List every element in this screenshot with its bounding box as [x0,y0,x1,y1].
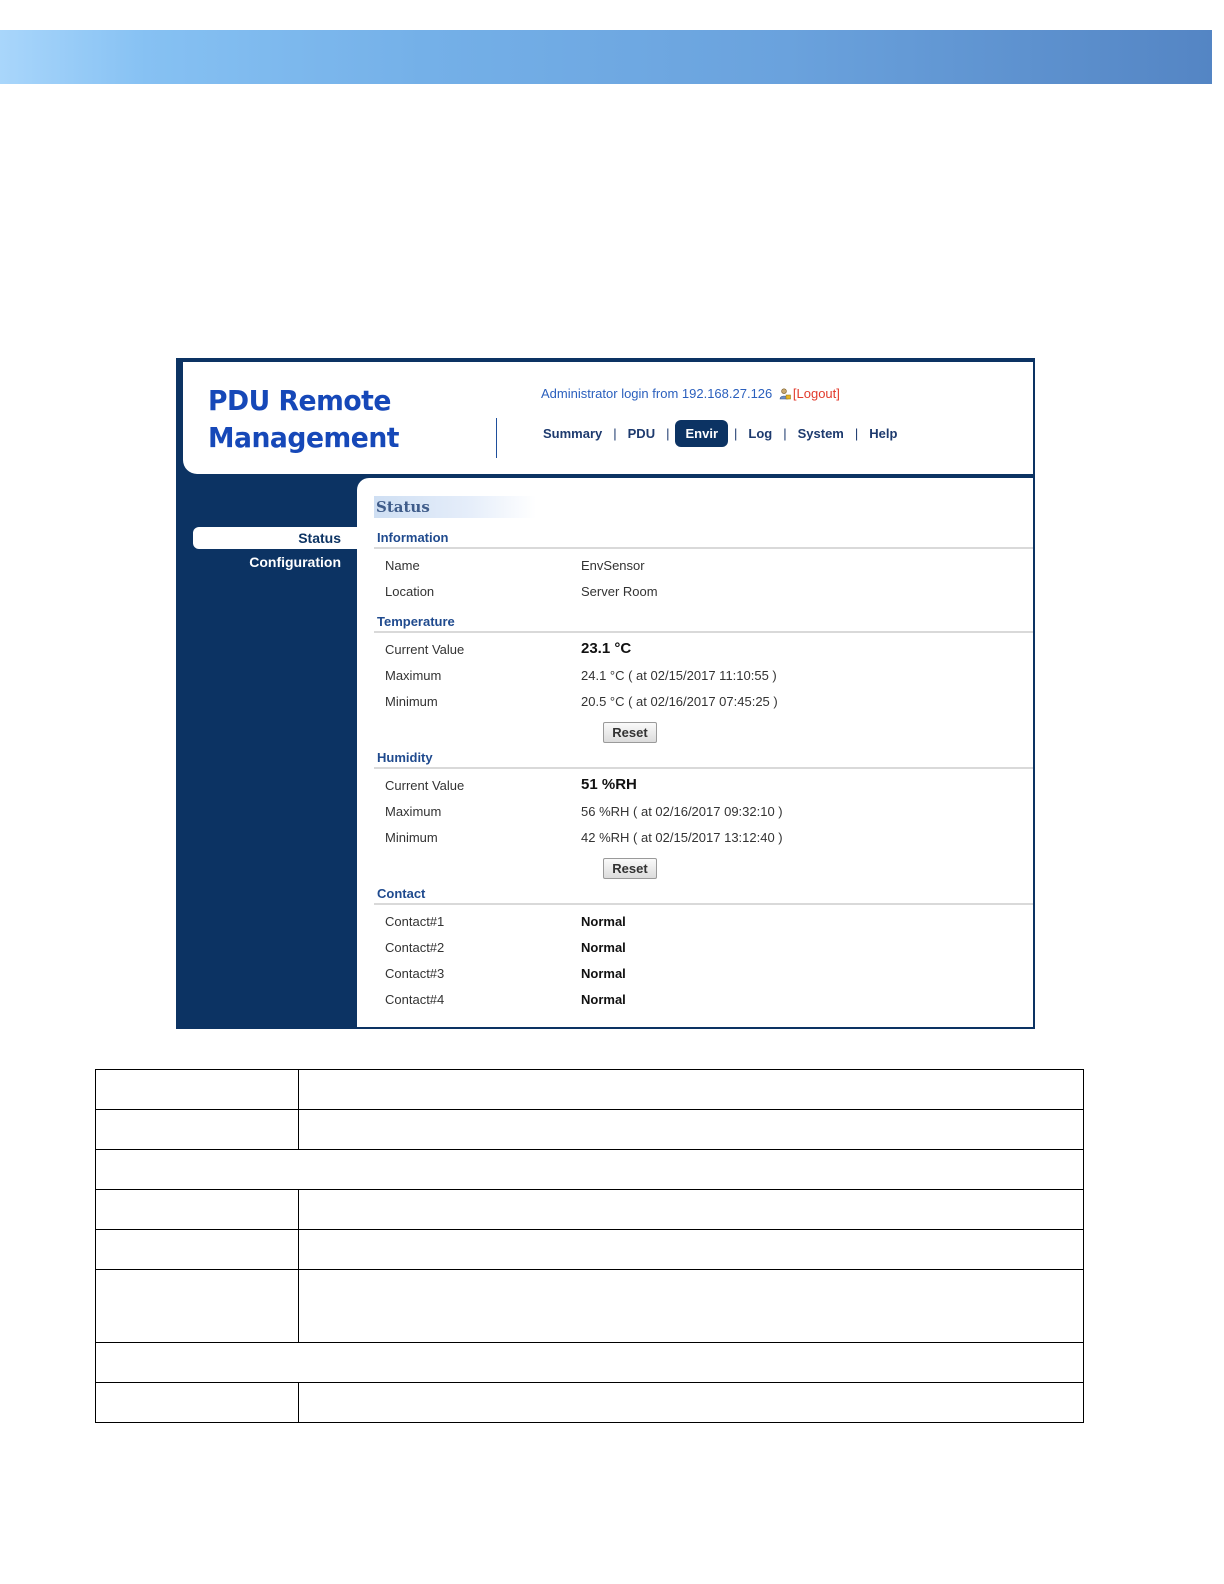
table-row [96,1383,1084,1423]
temp-min-value: 20.5 °C ( at 02/16/2017 07:45:25 ) [581,694,778,709]
temp-current-label: Current Value [385,642,465,657]
app-header [183,362,1033,474]
panel-title: Status [374,496,536,518]
section-heading-humidity: Humidity [377,750,433,765]
section-rule [374,631,1033,633]
section-rule [374,903,1033,905]
temp-current-value: 23.1 °C [581,640,632,657]
table-cell [96,1343,1084,1383]
info-location-value: Server Room [581,584,658,599]
humidity-min-label: Minimum [385,830,438,845]
table-row [96,1190,1084,1230]
humidity-current-value: 51 %RH [581,776,637,793]
info-name-label: Name [385,558,420,573]
nav-help[interactable]: Help [869,426,898,441]
table-section-row [96,1343,1084,1383]
humidity-min-value: 42 %RH ( at 02/15/2017 13:12:40 ) [581,830,783,845]
section-rule [374,547,1033,549]
main-nav [541,420,899,447]
contact-4-label: Contact#4 [385,992,445,1007]
table-cell [299,1070,1084,1110]
contact-1-value: Normal [581,914,626,929]
nav-system[interactable]: System [797,426,844,441]
logo-line-1: PDU Remote [208,384,391,417]
description-table [95,1069,1084,1423]
contact-4-value: Normal [581,992,626,1007]
humidity-current-label: Current Value [385,778,465,793]
table-cell [299,1230,1084,1270]
table-cell [96,1270,299,1343]
table-cell [299,1110,1084,1150]
humidity-max-value: 56 %RH ( at 02/16/2017 09:32:10 ) [581,804,783,819]
pdu-web-ui-screenshot [176,358,1035,1029]
info-location-label: Location [385,584,435,599]
contact-3-value: Normal [581,966,626,981]
logo-line-2: Management [208,421,400,454]
sidebar-item-configuration[interactable]: Configuration [249,554,341,570]
document-header-band [0,30,1212,84]
contact-1-label: Contact#1 [385,914,445,929]
user-lock-icon [779,388,791,400]
table-cell [299,1190,1084,1230]
temp-max-value: 24.1 °C ( at 02/15/2017 11:10:55 ) [581,668,777,683]
table-row [96,1070,1084,1110]
table-cell [96,1230,299,1270]
app-logo [208,382,399,456]
sidebar [178,478,355,1027]
table-cell [96,1150,1084,1190]
section-rule [374,767,1033,769]
info-name-value: EnvSensor [581,558,645,573]
login-ip: 192.168.27.126 [681,386,773,401]
table-cell [96,1070,299,1110]
nav-envir[interactable]: Envir [675,420,728,447]
temp-max-label: Maximum [385,668,442,683]
logout-link[interactable]: [Logout] [792,386,840,401]
table-cell [96,1110,299,1150]
table-cell [96,1190,299,1230]
nav-separator: | [734,426,738,441]
nav-summary[interactable]: Summary [543,426,603,441]
table-section-row [96,1150,1084,1190]
table-cell [96,1383,299,1423]
table-row [96,1110,1084,1150]
nav-separator: | [783,426,787,441]
login-info [541,386,840,401]
contact-2-label: Contact#2 [385,940,445,955]
section-heading-information: Information [377,530,449,545]
nav-separator: | [854,426,859,441]
table-row [96,1270,1084,1343]
section-heading-contact: Contact [377,886,426,901]
login-prefix: Administrator login from [541,386,682,401]
table-cell [299,1270,1084,1343]
header-divider [496,418,497,458]
table-row [96,1230,1084,1270]
section-heading-temperature: Temperature [377,614,455,629]
temp-min-label: Minimum [385,694,438,709]
nav-pdu[interactable]: PDU [627,426,656,441]
status-panel [357,478,1033,1027]
nav-separator: | [666,426,670,441]
contact-3-label: Contact#3 [385,966,445,981]
humidity-reset-button[interactable]: Reset [603,858,657,879]
temp-reset-button[interactable]: Reset [603,722,657,743]
contact-2-value: Normal [581,940,626,955]
nav-separator: | [613,426,617,441]
humidity-max-label: Maximum [385,804,442,819]
table-cell [299,1383,1084,1423]
sidebar-item-status[interactable]: Status [193,527,357,549]
nav-log[interactable]: Log [748,426,773,441]
